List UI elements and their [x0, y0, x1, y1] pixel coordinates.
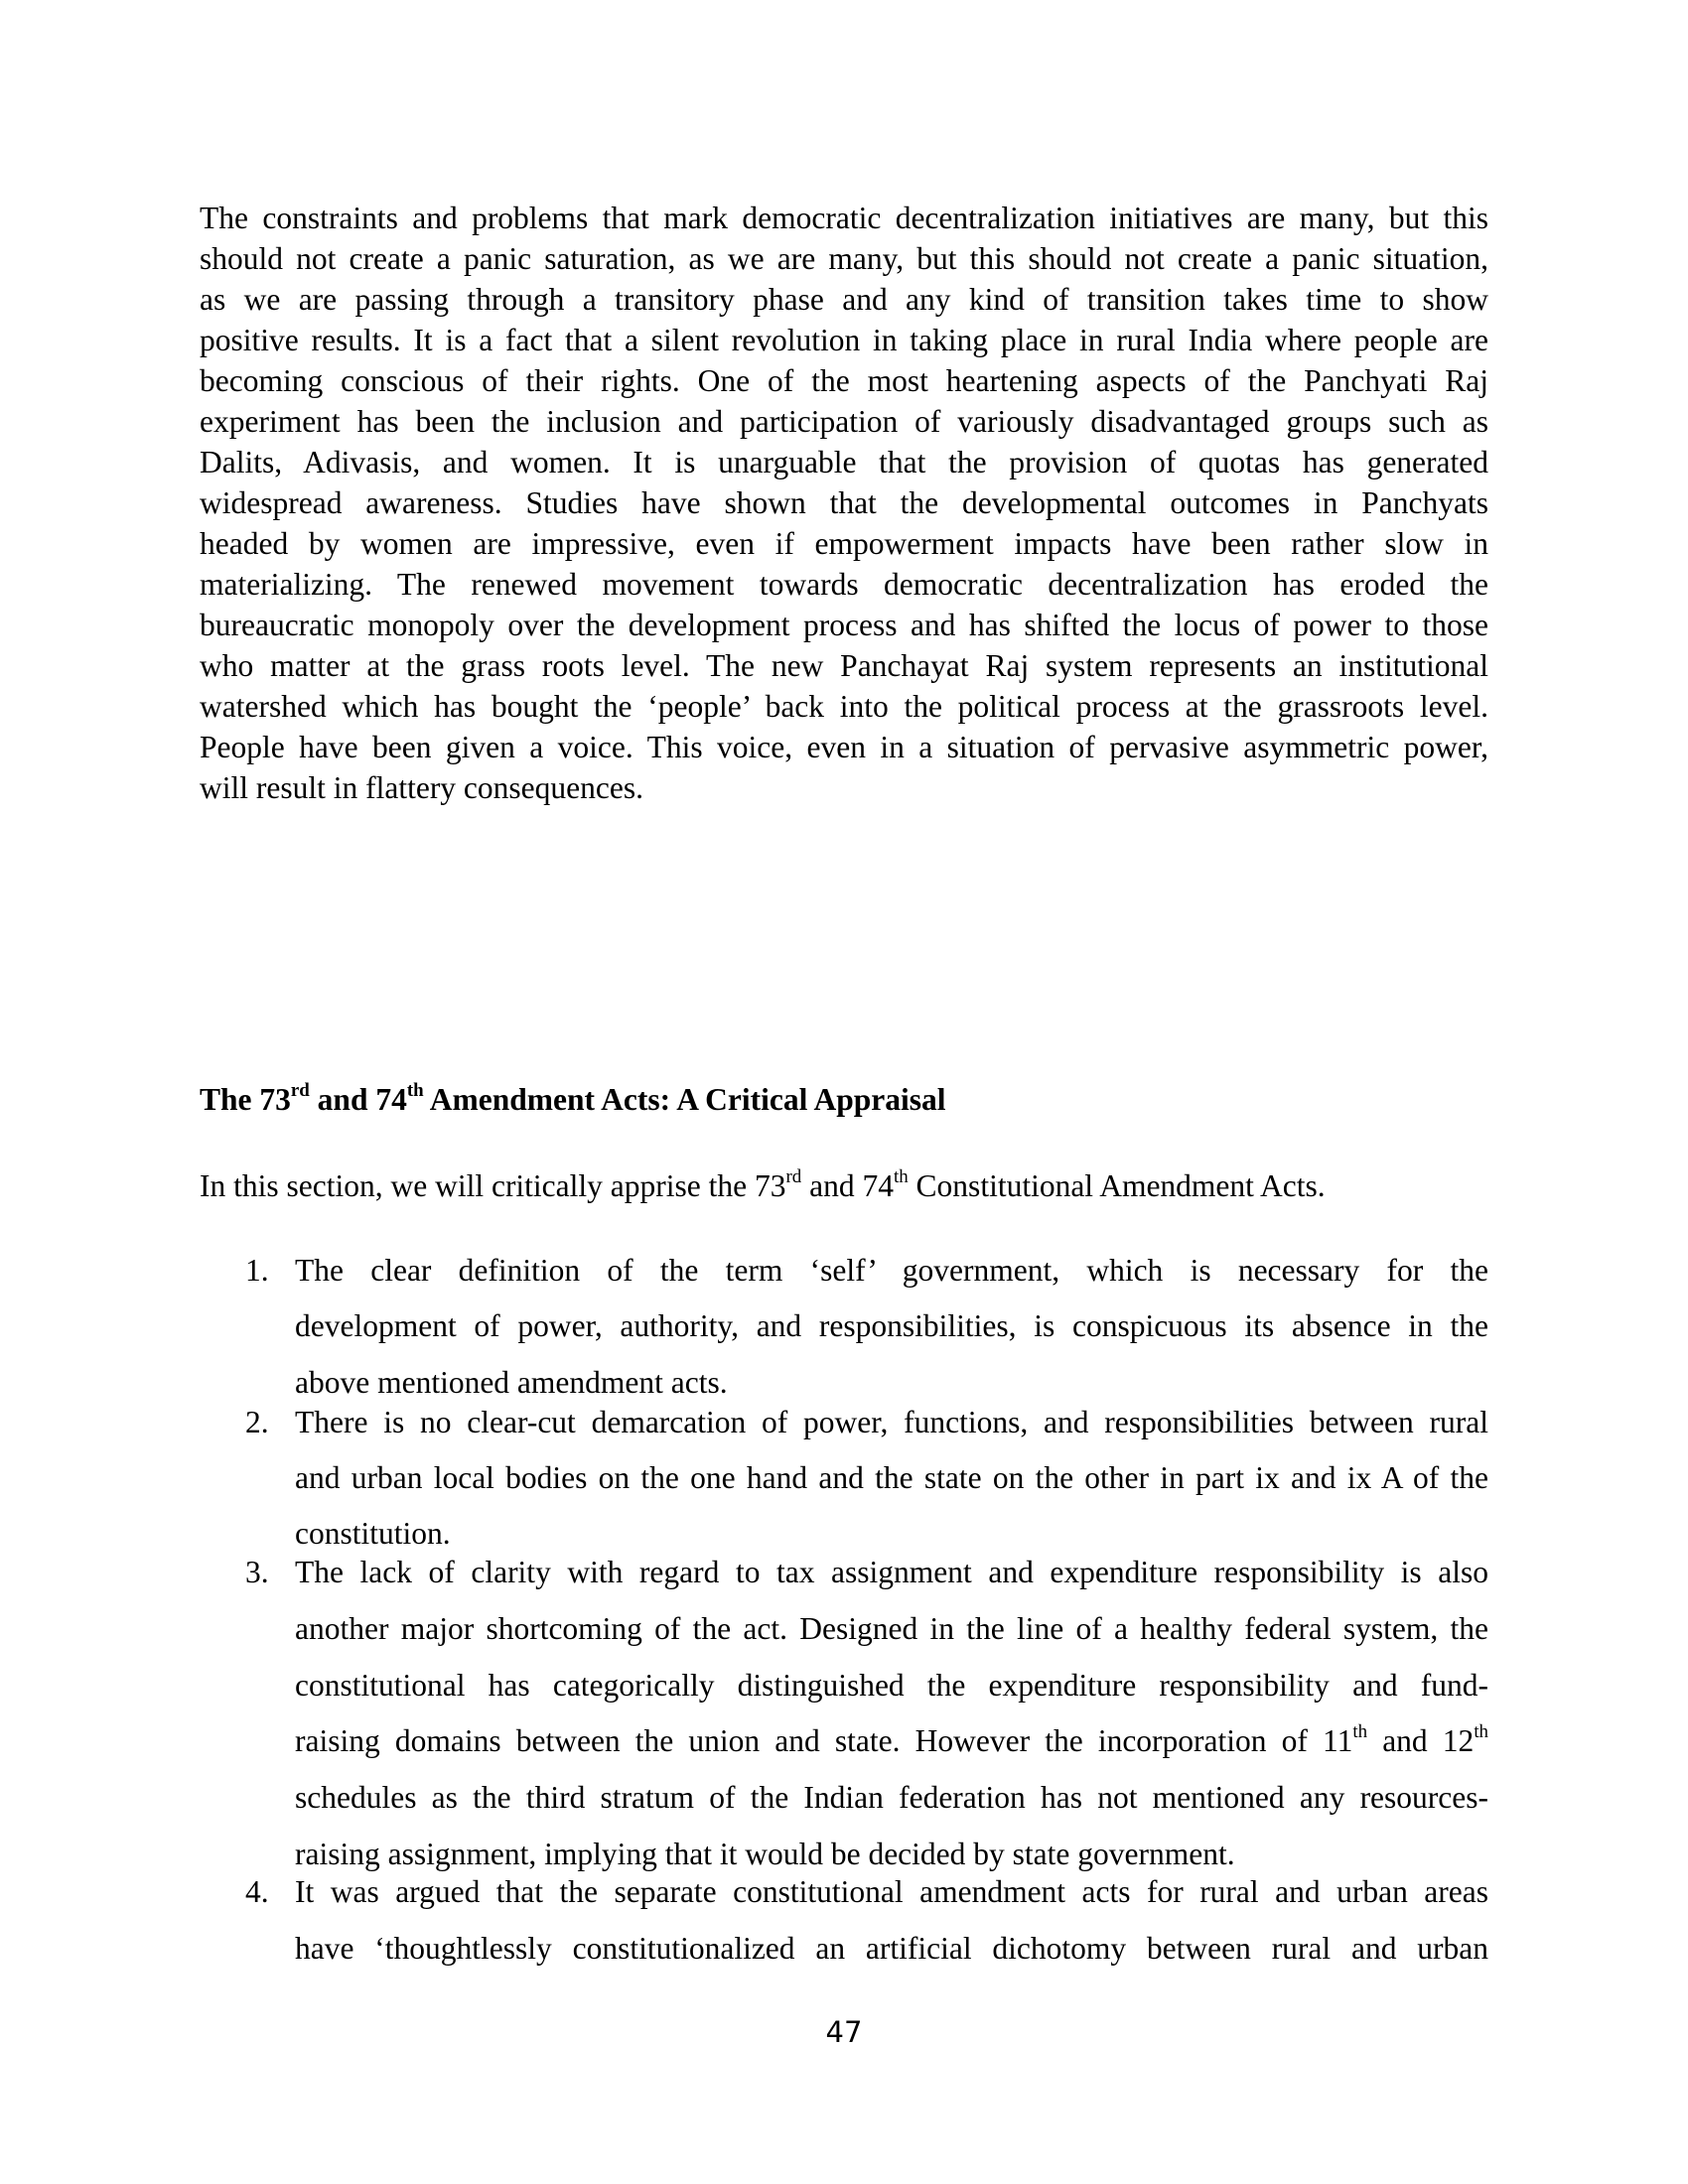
- list-line: another major shortcoming of the act. Designed in the line of a healthy federal system, the: [295, 1611, 1488, 1646]
- list-line: development of power, authority, and responsibilities, is conspicuous its absence in the: [295, 1308, 1488, 1343]
- heading-text: Amendment Acts: A Critical Appraisal: [423, 1082, 946, 1117]
- paragraph-line: becoming conscious of their rights. One of the most heartening aspects of the Panchyati Raj: [200, 363, 1488, 398]
- intro-superscript: rd: [785, 1165, 802, 1187]
- heading-superscript: th: [406, 1079, 424, 1101]
- list-line: above mentioned amendment acts.: [295, 1365, 728, 1400]
- list-number: 1.: [245, 1253, 269, 1288]
- list-line: [295, 1721, 1488, 1761]
- list-line: constitution.: [295, 1516, 451, 1551]
- list-line: have ‘thoughtlessly constitutionalized an artificial dichotomy between rural and urban: [295, 1931, 1488, 1966]
- paragraph-line: experiment has been the inclusion and participation of variously disadvantaged groups such as: [200, 404, 1488, 439]
- paragraph-line: will result in flattery consequences.: [200, 770, 643, 805]
- paragraph-line: The constraints and problems that mark democratic decentralization initiatives are many, but this: [200, 201, 1488, 235]
- section-heading: [200, 1080, 1488, 1120]
- intro-superscript: th: [893, 1165, 909, 1187]
- heading-text: The 73: [200, 1082, 291, 1117]
- list-line: raising assignment, implying that it would be decided by state government.: [295, 1837, 1235, 1871]
- list-number: 2.: [245, 1405, 269, 1439]
- paragraph-line: People have been given a voice. This voice, even in a situation of pervasive asymmetric power,: [200, 730, 1488, 764]
- heading-superscript: rd: [290, 1079, 310, 1101]
- list-line: The clear definition of the term ‘self’ government, which is necessary for the: [295, 1253, 1488, 1288]
- list-line-text: raising domains between the union and state. However the incorporation of 11: [295, 1723, 1353, 1758]
- paragraph-line: watershed which has bought the ‘people’ back into the political process at the grassroots level.: [200, 689, 1488, 724]
- paragraph-line: Dalits, Adivasis, and women. It is unarguable that the provision of quotas has generated: [200, 445, 1488, 479]
- list-line: It was argued that the separate constitutional amendment acts for rural and urban areas: [295, 1874, 1488, 1909]
- intro-sentence: [200, 1166, 1488, 1206]
- paragraph-line: headed by women are impressive, even if empowerment impacts have been rather slow in: [200, 526, 1488, 561]
- heading-text: and 74: [309, 1082, 407, 1117]
- list-superscript: th: [1474, 1720, 1489, 1742]
- list-superscript: th: [1352, 1720, 1368, 1742]
- intro-text: and 74: [801, 1168, 894, 1203]
- paragraph-line: positive results. It is a fact that a silent revolution in taking place in rural India where people are: [200, 323, 1488, 357]
- list-number: 3.: [245, 1555, 269, 1589]
- paragraph-line: who matter at the grass roots level. The new Panchayat Raj system represents an institutional: [200, 648, 1488, 683]
- list-line: schedules as the third stratum of the Indian federation has not mentioned any resources-: [295, 1780, 1488, 1815]
- list-line: There is no clear-cut demarcation of power, functions, and responsibilities between rural: [295, 1405, 1488, 1439]
- paragraph-line: bureaucratic monopoly over the development process and has shifted the locus of power to those: [200, 608, 1488, 642]
- paragraph-line: widespread awareness. Studies have shown that the developmental outcomes in Panchyats: [200, 485, 1488, 520]
- list-number: 4.: [245, 1874, 269, 1909]
- paragraph-line: should not create a panic saturation, as we are many, but this should not create a panic situation,: [200, 241, 1488, 276]
- paragraph-line: materializing. The renewed movement towards democratic decentralization has eroded the: [200, 567, 1488, 602]
- list-line: The lack of clarity with regard to tax assignment and expenditure responsibility is also: [295, 1555, 1488, 1589]
- list-line: constitutional has categorically distinguished the expenditure responsibility and fund-: [295, 1668, 1488, 1703]
- list-line-text: and 12: [1367, 1723, 1475, 1758]
- page-number: 47: [825, 2015, 863, 2049]
- intro-text: In this section, we will critically apprise the 73: [200, 1168, 786, 1203]
- list-line: and urban local bodies on the one hand and the state on the other in part ix and ix A of the: [295, 1460, 1488, 1495]
- paragraph-line: as we are passing through a transitory phase and any kind of transition takes time to show: [200, 282, 1488, 317]
- intro-text: Constitutional Amendment Acts.: [908, 1168, 1326, 1203]
